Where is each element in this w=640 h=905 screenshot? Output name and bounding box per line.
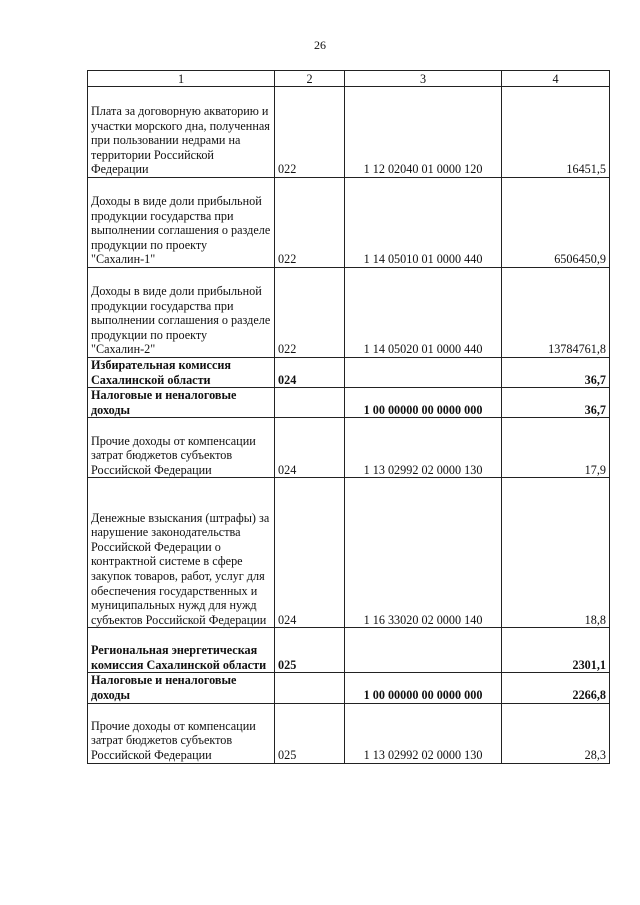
header-col-amount: 4 <box>502 71 610 87</box>
table-row <box>88 478 610 628</box>
row-name: Налоговые и неналоговые доходы <box>88 388 275 418</box>
table-row <box>88 87 610 178</box>
row-amount: 13784761,8 <box>502 268 610 358</box>
row-name: Налоговые и неналоговые доходы <box>88 673 275 703</box>
row-budget-code: 1 16 33020 02 0000 140 <box>345 478 502 628</box>
row-name: Прочие доходы от компенсации затрат бюджетов субъектов Российской Федерации <box>88 418 275 478</box>
row-budget-code: 1 14 05010 01 0000 440 <box>345 178 502 268</box>
row-name: Плата за договорную акваторию и участки морского дна, полученная при пользовании недрами на территории Российской Федерации <box>88 87 275 178</box>
row-name: Избирательная комиссия Сахалинской области <box>88 358 275 388</box>
table-row <box>88 268 610 358</box>
table-header <box>88 71 610 87</box>
header-row <box>88 71 610 87</box>
row-admin-code: 022 <box>275 178 345 268</box>
table-row <box>88 418 610 478</box>
row-budget-code: 1 00 00000 00 0000 000 <box>345 388 502 418</box>
row-amount: 28,3 <box>502 703 610 763</box>
table-row <box>88 178 610 268</box>
row-name: Доходы в виде доли прибыльной продукции государства при выполнении соглашения о разделе продукции по проекту "Сахалин-2" <box>88 268 275 358</box>
row-name: Денежные взыскания (штрафы) за нарушение законодательства Российской Федерации о контрактной системе в сфере закупок товаров, работ, услуг для обеспечения государственных и муниципальных нужд для нужд субъектов Российской Федерации <box>88 478 275 628</box>
row-admin-code: 024 <box>275 418 345 478</box>
row-budget-code: 1 00 00000 00 0000 000 <box>345 673 502 703</box>
header-col-kbk: 3 <box>345 71 502 87</box>
row-name: Прочие доходы от компенсации затрат бюджетов субъектов Российской Федерации <box>88 703 275 763</box>
row-amount: 2266,8 <box>502 673 610 703</box>
row-amount: 6506450,9 <box>502 178 610 268</box>
table-row <box>88 628 610 673</box>
table-row <box>88 358 610 388</box>
row-budget-code: 1 13 02992 02 0000 130 <box>345 703 502 763</box>
row-name: Доходы в виде доли прибыльной продукции государства при выполнении соглашения о разделе продукции по проекту "Сахалин-1" <box>88 178 275 268</box>
table-row <box>88 673 610 703</box>
row-budget-code: 1 13 02992 02 0000 130 <box>345 418 502 478</box>
row-amount: 2301,1 <box>502 628 610 673</box>
row-admin-code: 025 <box>275 628 345 673</box>
row-admin-code: 022 <box>275 268 345 358</box>
row-amount: 17,9 <box>502 418 610 478</box>
table-row <box>88 703 610 763</box>
row-admin-code: 024 <box>275 478 345 628</box>
row-admin-code <box>275 673 345 703</box>
revenue-table <box>87 70 610 764</box>
row-amount: 36,7 <box>502 358 610 388</box>
header-col-name: 1 <box>88 71 275 87</box>
row-admin-code <box>275 388 345 418</box>
row-budget-code: 1 12 02040 01 0000 120 <box>345 87 502 178</box>
table-row <box>88 388 610 418</box>
row-amount: 36,7 <box>502 388 610 418</box>
row-amount: 16451,5 <box>502 87 610 178</box>
header-col-admin: 2 <box>275 71 345 87</box>
row-admin-code: 025 <box>275 703 345 763</box>
row-budget-code <box>345 628 502 673</box>
row-amount: 18,8 <box>502 478 610 628</box>
row-budget-code: 1 14 05020 01 0000 440 <box>345 268 502 358</box>
page-number: 26 <box>314 38 326 52</box>
row-budget-code <box>345 358 502 388</box>
row-admin-code: 024 <box>275 358 345 388</box>
table-body <box>88 87 610 764</box>
row-admin-code: 022 <box>275 87 345 178</box>
row-name: Региональная энергетическая комиссия Сахалинской области <box>88 628 275 673</box>
